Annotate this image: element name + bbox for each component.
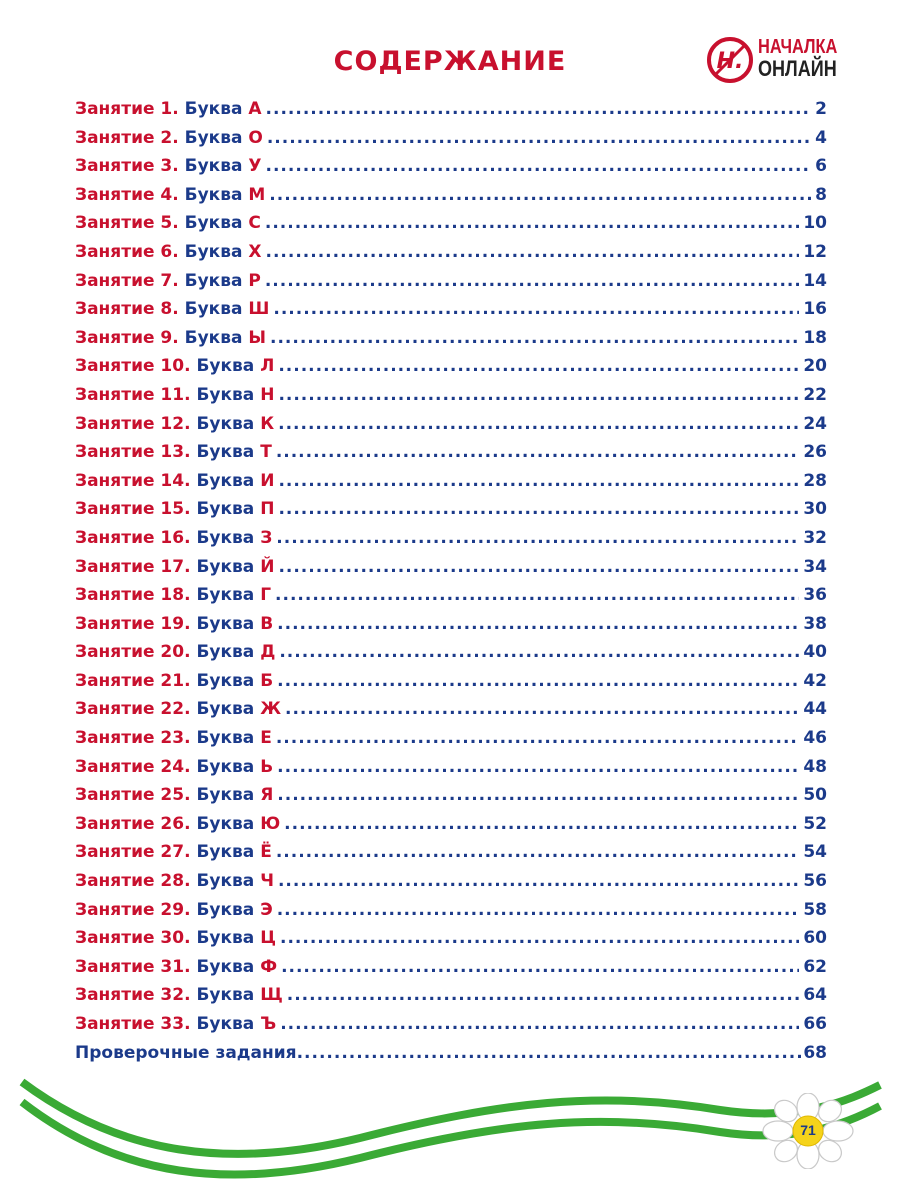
lesson-number: Занятие 7. [75,270,179,291]
dot-leader [278,867,799,896]
letter: Ф [260,956,278,977]
letter-word: Буква [184,270,243,291]
dot-leader [275,581,799,610]
lesson-number: Занятие 28. [75,871,191,892]
page-ref: 6 [815,156,827,177]
letter-word: Буква [196,499,255,520]
letter-word: Буква [196,728,255,749]
letter: Ж [260,699,282,720]
letter: Ь [260,756,274,777]
lesson-number: Занятие 25. [75,785,191,806]
lesson-number: Занятие 11. [75,384,191,405]
letter-word: Буква [184,156,243,177]
letter-word: Буква [196,642,255,663]
dot-leader [277,896,800,925]
page-ref: 28 [803,470,827,491]
letter: Н [260,384,275,405]
letter-word: Буква [196,956,255,977]
letter-word: Буква [196,756,255,777]
letter: Ц [260,928,276,949]
page-ref: 56 [803,871,827,892]
letter-word: Буква [196,928,255,949]
letter: Ш [248,299,270,320]
letter-word: Буква [196,413,255,434]
lesson-number: Занятие 15. [75,499,191,520]
dot-leader [265,209,799,238]
toc-row [75,467,827,496]
toc-row [75,953,827,982]
letter: Ё [260,842,272,863]
page-ref: 68 [803,1042,827,1063]
letter-word: Буква [196,356,255,377]
toc-row [75,724,827,753]
toc-row [75,610,827,639]
logo-text [758,36,837,80]
toc-row [75,95,827,124]
toc-row [75,638,827,667]
page-ref: 60 [803,928,827,949]
page-ref: 12 [803,241,827,262]
page-ref: 4 [815,127,827,148]
lesson-number: Занятие 33. [75,1014,191,1034]
toc-row [75,181,827,210]
letter: Ч [260,871,274,892]
toc-row [75,438,827,467]
letter: Л [260,356,275,377]
toc-row [75,495,827,524]
letter-word: Буква [196,813,255,834]
dot-leader [280,924,799,953]
logo-letter: Н. [716,49,744,74]
letter: Ю [260,813,281,834]
letter: Х [248,241,262,262]
dot-leader [266,95,812,124]
page-ref: 20 [803,356,827,377]
lesson-number: Занятие 3. [75,156,179,177]
dot-leader [276,838,800,867]
letter: В [260,613,274,634]
letter: О [248,127,263,148]
dot-leader [278,553,799,582]
lesson-number: Занятие 30. [75,928,191,949]
lesson-number: Занятие 31. [75,956,191,977]
letter: З [260,527,273,548]
letter: Т [260,442,272,463]
page-ref: 36 [803,585,827,606]
page-ref: 18 [803,327,827,348]
dot-leader [277,667,799,696]
letter-word: Буква [196,842,255,863]
lesson-number: Занятие 19. [75,613,191,634]
lesson-number: Занятие 2. [75,127,179,148]
lesson-number: Занятие 24. [75,756,191,777]
letter-word: Буква [196,613,255,634]
letter-word: Буква [196,670,255,691]
lesson-number: Занятие 13. [75,442,191,463]
toc-row [75,352,827,381]
dot-leader [276,438,800,467]
letter: Щ [260,985,283,1006]
letter: У [248,156,262,177]
toc-row [75,581,827,610]
page-ref: 42 [803,670,827,691]
letter: Е [260,728,272,749]
letter-word: Буква [196,442,255,463]
letter: Ъ [260,1014,277,1034]
lesson-number: Занятие 10. [75,356,191,377]
lesson-number: Занятие 1. [75,99,179,119]
page-ref: 22 [803,384,827,405]
toc-row [75,267,827,296]
lesson-number: Занятие 14. [75,470,191,491]
letter-word: Буква [184,241,243,262]
toc-row [75,695,827,724]
letter-word: Буква [196,384,255,405]
final-entry-label: Проверочные задания [75,1042,297,1063]
logo-line-2: ОНЛАЙН [758,56,837,81]
toc-row [75,867,827,896]
dot-leader [270,324,799,353]
dot-leader [278,410,799,439]
page-ref: 32 [803,527,827,548]
lesson-number: Занятие 22. [75,699,191,720]
letter-word: Буква [196,470,255,491]
page-ref: 54 [803,842,827,863]
page-ref: 10 [803,213,827,234]
page-ref: 16 [803,299,827,320]
logo [706,36,856,86]
letter-word: Буква [196,785,255,806]
page-ref: 8 [815,184,827,205]
letter-word: Буква [196,699,255,720]
letter: Д [260,642,276,663]
lesson-number: Занятие 26. [75,813,191,834]
letter-word: Буква [196,585,255,606]
logo-icon [706,36,754,84]
lesson-number: Занятие 32. [75,985,191,1006]
toc-row [75,124,827,153]
page-ref: 62 [803,956,827,977]
toc-row [75,524,827,553]
dot-leader [269,181,811,210]
dot-leader [281,953,799,982]
dot-leader [265,238,799,267]
toc-row [75,410,827,439]
letter-word: Буква [196,985,255,1006]
dot-leader [278,467,799,496]
dot-leader [265,267,799,296]
toc-row [75,781,827,810]
page-title: СОДЕРЖАНИЕ [333,46,567,77]
letter-word: Буква [196,871,255,892]
toc-row [75,896,827,925]
page-ref: 64 [803,985,827,1006]
page-ref: 26 [803,442,827,463]
letter: Я [260,785,274,806]
lesson-number: Занятие 16. [75,527,191,548]
toc-row [75,924,827,953]
letter: А [248,99,262,119]
letter-word: Буква [184,127,243,148]
page-ref: 40 [803,642,827,663]
dot-leader [280,1010,799,1039]
logo-line-1: НАЧАЛКА [758,36,838,58]
dot-leader [285,695,799,724]
page-ref: 38 [803,613,827,634]
dot-leader [277,610,799,639]
letter-word: Буква [196,899,255,920]
dot-leader [273,295,799,324]
toc-row [75,753,827,782]
letter-word: Буква [184,99,243,119]
lesson-number: Занятие 8. [75,299,179,320]
dot-leader [284,810,799,839]
toc-row [75,553,827,582]
lesson-number: Занятие 17. [75,556,191,577]
toc-row [75,209,827,238]
dot-leader [278,352,799,381]
lesson-number: Занятие 6. [75,241,179,262]
toc-row [75,152,827,181]
dot-leader [276,724,800,753]
page-ref: 34 [803,556,827,577]
page-ref: 14 [803,270,827,291]
page-ref: 2 [815,99,827,119]
letter: Б [260,670,274,691]
letter: М [248,184,266,205]
dot-leader [278,381,799,410]
letter: К [260,413,275,434]
page-ref: 48 [803,756,827,777]
page-ref: 50 [803,785,827,806]
toc-row [75,981,827,1010]
lesson-number: Занятие 20. [75,642,191,663]
page-ref: 24 [803,413,827,434]
dot-leader [265,152,811,181]
toc-row [75,1010,827,1039]
page-ref: 52 [803,813,827,834]
dot-leader [287,981,800,1010]
page-ref: 66 [803,1014,827,1034]
letter: Ы [248,327,266,348]
dot-leader [276,524,799,553]
letter: Р [248,270,261,291]
toc-row [75,838,827,867]
dot-leader [277,781,799,810]
dot-leader [267,124,811,153]
page-ref: 46 [803,728,827,749]
page-ref: 44 [803,699,827,720]
lesson-number: Занятие 12. [75,413,191,434]
toc-row [75,810,827,839]
lesson-number: Занятие 18. [75,585,191,606]
letter-word: Буква [196,556,255,577]
lesson-number: Занятие 21. [75,670,191,691]
dot-leader [279,638,799,667]
page-ref: 30 [803,499,827,520]
page-ref: 58 [803,899,827,920]
letter: Г [260,585,272,606]
letter: Й [260,556,275,577]
dot-leader [277,753,799,782]
toc-row [75,295,827,324]
letter: И [260,470,275,491]
lesson-number: Занятие 5. [75,213,179,234]
letter: П [260,499,275,520]
letter-word: Буква [184,213,243,234]
table-of-contents [75,95,827,1067]
toc-row [75,324,827,353]
lesson-number: Занятие 4. [75,184,179,205]
toc-row [75,667,827,696]
dot-leader [278,495,799,524]
letter-word: Буква [196,527,255,548]
lesson-number: Занятие 9. [75,327,179,348]
letter-word: Буква [184,327,243,348]
letter-word: Буква [184,184,243,205]
lesson-number: Занятие 23. [75,728,191,749]
lesson-number: Занятие 29. [75,899,191,920]
letter-word: Буква [196,1014,255,1034]
letter: Э [260,899,273,920]
page-number: 71 [800,1122,816,1138]
lesson-number: Занятие 27. [75,842,191,863]
toc-row [75,381,827,410]
letter: С [248,213,261,234]
letter-word: Буква [184,299,243,320]
toc-row [75,238,827,267]
